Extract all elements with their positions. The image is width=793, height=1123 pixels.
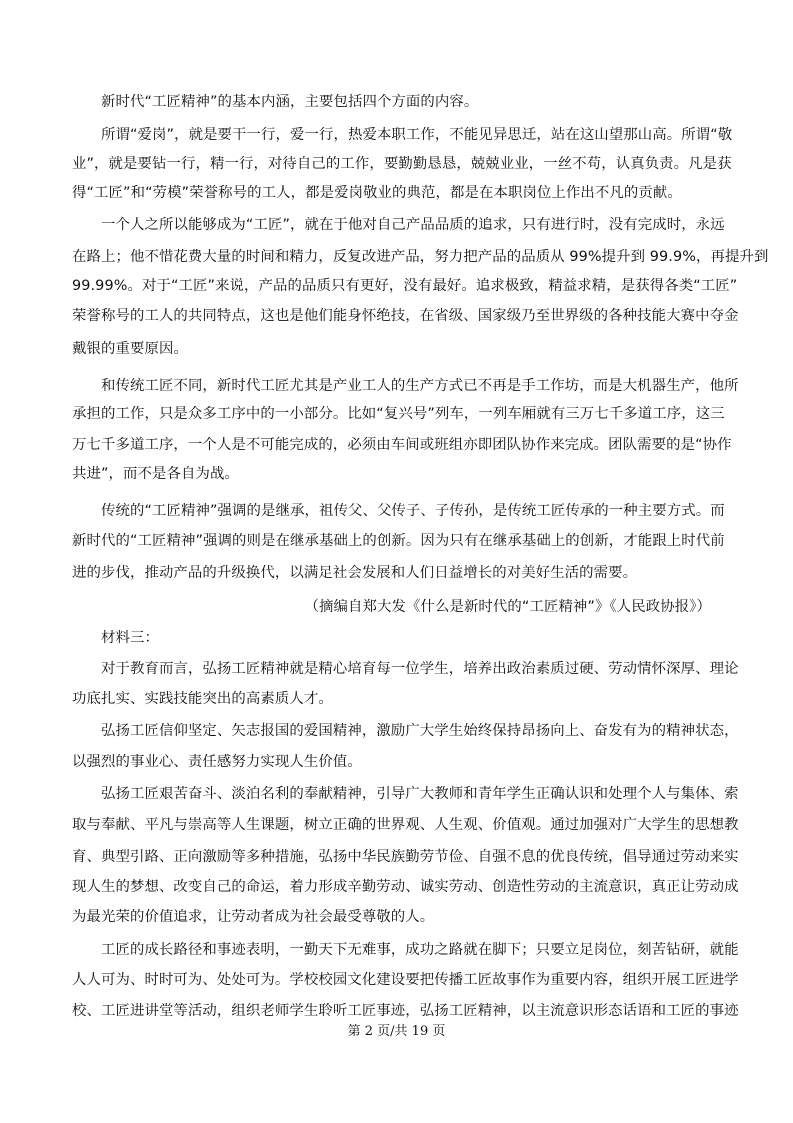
text-line: 以强烈的事业心、责任感努力实现人生价值。 bbox=[72, 754, 362, 770]
text-line: 育、典型引路、正向激励等多种措施，弘扬中华民族勤劳节俭、自强不息的优良传统，倡导通过劳动来实 bbox=[72, 849, 739, 865]
text-line: 进的步伐，推动产品的升级换代，以满足社会发展和人们日益增长的对美好生活的需要。 bbox=[72, 565, 638, 581]
text-line: 弘扬工匠艰苦奋斗、淡泊名利的奉献精神，引导广大教师和青年学生正确认识和处理个人与集体、索 bbox=[101, 786, 739, 802]
text-line: 万七千多道工序，一个人是不可能完成的，必须由车间或班组亦即团队协作来完成。团队需要的是“协作 bbox=[72, 437, 732, 453]
text-line: 得“工匠”和“劳模”荣誉称号的工人，都是爱岗敬业的典范，都是在本职岗位上作出不凡的贡献。 bbox=[72, 185, 682, 201]
text-line: 新时代“工匠精神”的基本内涵，主要包括四个方面的内容。 bbox=[101, 94, 479, 110]
text-line: 业”，就是要钻一行，精一行，对待自己的工作，要勤勤恳恳，兢兢业业，一丝不苟，认真负责。凡是获 bbox=[72, 156, 732, 172]
text-line: 和传统工匠不同，新时代工匠尤其是产业工人的生产方式已不再是手工作坊，而是大机器生产，他所 bbox=[101, 378, 739, 394]
text-line: 对于教育而言，弘扬工匠精神就是精心培育每一位学生，培养出政治素质过硬、劳动情怀深厚、理论 bbox=[101, 661, 739, 677]
text-line: 共进”，而不是各自为战。 bbox=[72, 466, 239, 482]
page-footer: 第 2 页/共 19 页 bbox=[347, 1024, 446, 1039]
text-line: 在路上；他不惜花费大量的时间和精力，反复改进产品，努力把产品的品质从 99%提升到 99.9%，再提升到 bbox=[72, 249, 769, 265]
source-citation: （摘编自郑大发《什么是新时代的“工匠精神”》《人民政协报》） bbox=[304, 599, 711, 615]
text-line: 现人生的梦想、改变自己的命运，着力形成辛勤劳动、诚实劳动、创造性劳动的主流意识，真正让劳动成 bbox=[72, 879, 739, 895]
text-line: 人人可为、时时可为、处处可为。学校校园文化建设要把传播工匠故事作为重要内容，组织开展工匠进学 bbox=[72, 972, 739, 988]
text-line: 取与奉献、平凡与崇高等人生课题，树立正确的世界观、人生观、价值观。通过加强对广大学生的思想教 bbox=[72, 817, 739, 833]
text-line: 功底扎实、实践技能突出的高素质人才。 bbox=[72, 691, 333, 707]
text-line: 为最光荣的价值追求，让劳动者成为社会最受尊敬的人。 bbox=[72, 909, 435, 925]
text-line: 工匠的成长路径和事迹表明，一勤天下无难事，成功之路就在脚下；只要立足岗位，刻苦钻研，就能 bbox=[101, 942, 739, 958]
text-line: 弘扬工匠信仰坚定、矢志报国的爱国精神，激励广大学生始终保持昂扬向上、奋发有为的精神状态， bbox=[101, 723, 739, 739]
text-line: 荣誉称号的工人的共同特点，这也是他们能身怀绝技，在省级、国家级乃至世界级的各种技能大赛中夺金 bbox=[72, 308, 739, 324]
text-line: 99.99%。对于“工匠”来说，产品的品质只有更好，没有最好。追求极致，精益求精，是获得各类“工匠” bbox=[72, 278, 738, 294]
text-line: 新时代的“工匠精神”强调的则是在继承基础上的创新。因为只有在继承基础上的创新，才能跟上时代前 bbox=[72, 533, 725, 549]
text-line: 承担的工作，只是众多工序中的一小部分。比如“复兴号”列车，一列车厢就有三万七千多道工序，这三 bbox=[72, 406, 725, 422]
section-heading: 材料三： bbox=[101, 630, 159, 646]
text-line: 戴银的重要原因。 bbox=[72, 341, 188, 357]
text-line: 校、工匠进讲堂等活动，组织老师学生聆听工匠事迹，弘扬工匠精神，以主流意识形态话语和工匠的事迹 bbox=[72, 1003, 739, 1019]
text-line: 传统的“工匠精神”强调的是继承，祖传父、父传子、子传孙，是传统工匠传承的一种主要方式。而 bbox=[101, 503, 725, 519]
text-line: 所谓“爱岗”，就是要干一行，爱一行，热爱本职工作，不能见异思迁，站在这山望那山高。所谓“敬 bbox=[101, 127, 733, 143]
text-line: 一个人之所以能够成为“工匠”，就在于他对自己产品品质的追求，只有进行时，没有完成时，永远 bbox=[101, 217, 725, 233]
